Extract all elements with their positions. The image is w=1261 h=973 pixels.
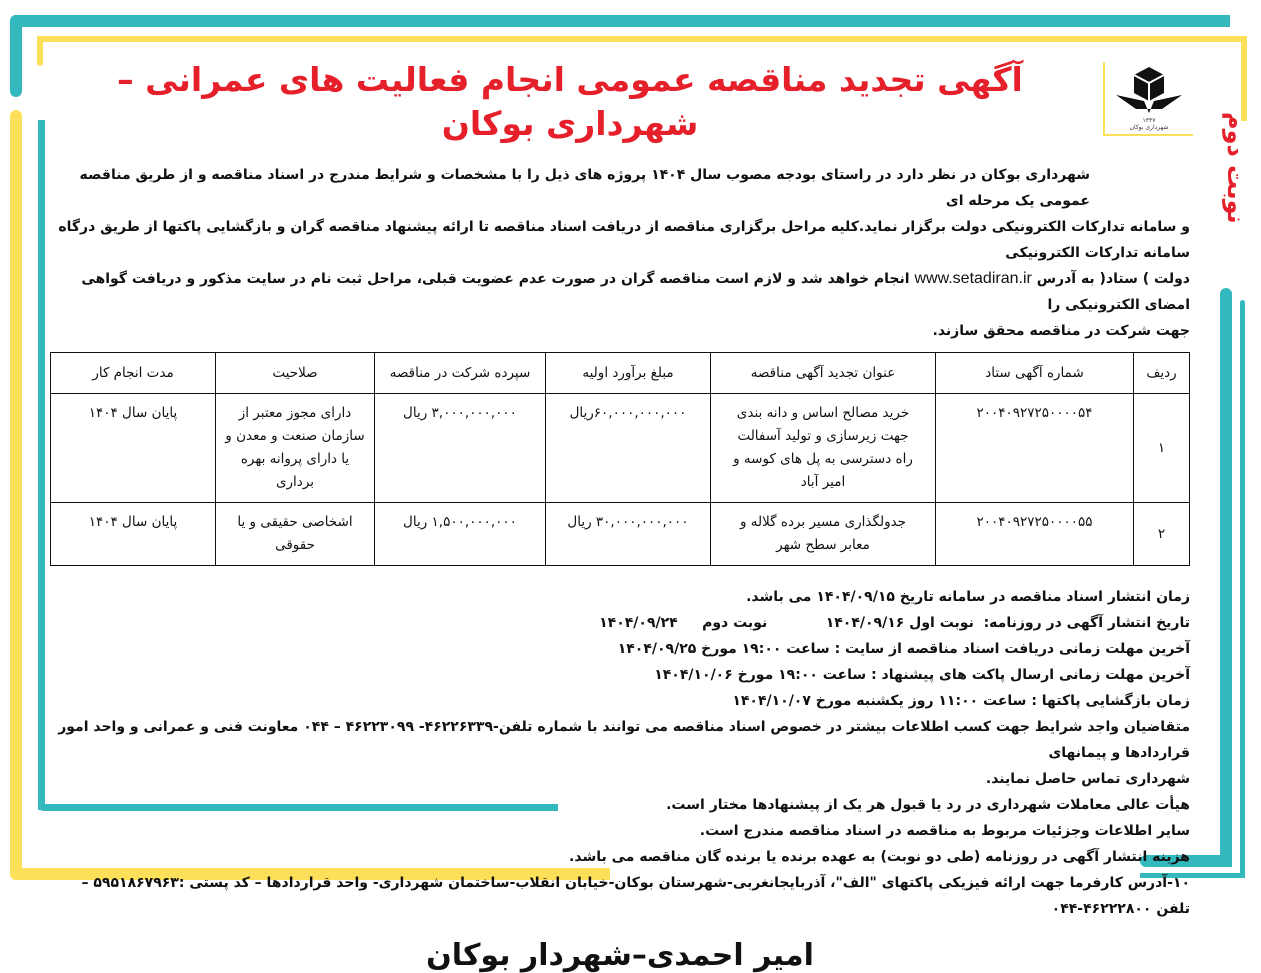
cell-deposit: ۱,۵۰۰,۰۰۰,۰۰۰ ریال bbox=[375, 503, 546, 566]
logo-year: ۱۳۳۷ bbox=[1142, 117, 1156, 124]
intro-line: جهت شرکت در مناقصه محقق سازند. bbox=[932, 323, 1190, 339]
note-cost: هزینه انتشار آگهی در روزنامه (طی دو نوبت) به عهده برنده یا برنده گان مناقصه می باشد. bbox=[569, 849, 1190, 865]
cell-qualification: دارای مجوز معتبر از سازمان صنعت و معدن و یا دارای پروانه بهره برداری bbox=[216, 394, 375, 503]
cell-row-number: ۱ bbox=[1134, 394, 1190, 503]
cell-title: جدولگذاری مسیر برده گلاله و معابر سطح شهر bbox=[711, 503, 936, 566]
intro-line: و سامانه تدارکات الکترونیکی دولت برگزار نماید.کلیه مراحل برگزاری مناقصه از دریافت اسناد مناقصه تا ارائه پیشنهاد مناقصه گران و بازگشایی پاکتها از طریق درگاه سامانه تدارکات الکترونیکی bbox=[58, 219, 1190, 261]
frame-left-teal-top bbox=[10, 15, 22, 97]
cell-duration: پایان سال ۱۴۰۴ bbox=[51, 394, 216, 503]
notice-body bbox=[50, 58, 1190, 973]
signature: امیر احمدی–شهردار بوکان bbox=[426, 938, 814, 973]
intro-paragraph bbox=[50, 162, 1190, 344]
setadiran-link[interactable]: www.setadiran.ir bbox=[914, 270, 1032, 287]
intro-line bbox=[50, 266, 1190, 318]
cell-notice-number: ۲۰۰۴۰۹۲۷۲۵۰۰۰۰۵۵ bbox=[936, 503, 1134, 566]
frame-left-yellow bbox=[10, 110, 22, 880]
frame-right-teal bbox=[1220, 288, 1232, 866]
frame-left-yellow-top bbox=[37, 36, 43, 66]
header-row-number: ردیف bbox=[1134, 353, 1190, 394]
note-address: ۱۰-آدرس کارفرما جهت ارائه فیزیکی پاکتهای "الف"، آذربایجانغربی-شهرستان بوکان-خیابان انقلاب-ساختمان شهرداری- واحد قراردادها – کد پستی :۵۹۵۱۸۶۷۹۶۳ – تلفن ۴۶۲۲۲۸۰۰-۰۴۴ bbox=[81, 875, 1190, 917]
table-row bbox=[51, 503, 1190, 566]
intro-text: دولت ) ستاد( به آدرس bbox=[1036, 271, 1190, 287]
cell-duration: پایان سال ۱۴۰۴ bbox=[51, 503, 216, 566]
frame-top-teal bbox=[10, 15, 1230, 27]
cell-deposit: ۳,۰۰۰,۰۰۰,۰۰۰ ریال bbox=[375, 394, 546, 503]
header-duration: مدت انجام کار bbox=[51, 353, 216, 394]
header-deposit: سپرده شرکت در مناقصه bbox=[375, 353, 546, 394]
page-title: آگهی تجدید مناقصه عمومی انجام فعالیت های عمرانی – شهرداری بوکان bbox=[117, 60, 1023, 143]
header-notice-number: شماره آگهی ستاد bbox=[936, 353, 1134, 394]
note-committee: هیأت عالی معاملات شهرداری در رد یا قبول هر یک از پیشنهادها مختار است. bbox=[666, 797, 1190, 813]
note-newspaper-dates: تاریخ انتشار آگهی در روزنامه: نوبت اول ۱۴۰۴/۰۹/۱۶ نوبت دوم ۱۴۰۴/۰۹/۲۴ bbox=[599, 615, 1190, 631]
note-contact-cont: شهرداری تماس حاصل نمایند. bbox=[985, 771, 1190, 787]
note-publish-date: زمان انتشار اسناد مناقصه در سامانه تاریخ ۱۴۰۴/۰۹/۱۵ می باشد. bbox=[746, 589, 1190, 605]
second-publication-badge: نوبت دوم bbox=[1222, 112, 1250, 224]
note-opening-time: زمان بازگشایی پاکتها : ساعت ۱۱:۰۰ روز یکشنبه مورخ ۱۴۰۴/۱۰/۰۷ bbox=[732, 693, 1190, 709]
note-details: سایر اطلاعات وجزئیات مربوط به مناقصه در اسناد مناقصه مندرج است. bbox=[699, 823, 1190, 839]
note-contact: متقاضیان واجد شرایط جهت کسب اطلاعات بیشتر در خصوص اسناد مناقصه می توانند با شماره تلفن-۴۶۲۲۶۳۳۹- ۴۶۲۲۳۰۹۹ – ۰۴۴ معاونت فنی و عمرانی و واحد امور قراردادها و پیمانهای bbox=[58, 719, 1190, 761]
frame-right-teal-thin bbox=[1240, 300, 1245, 878]
tender-table bbox=[50, 352, 1190, 566]
intro-line: شهرداری بوکان در نظر دارد در راستای بودجه مصوب سال ۱۴۰۴ پروژه های ذیل را با مشخصات و شرایط مندرج در اسناد مناقصه و از طریق مناقصه عمومی یک مرحله ای bbox=[79, 167, 1090, 209]
cell-qualification: اشخاصی حقیقی و یا حقوقی bbox=[216, 503, 375, 566]
cell-estimate: ۶۰,۰۰۰,۰۰۰,۰۰۰ریال bbox=[546, 394, 711, 503]
notes-section bbox=[50, 584, 1190, 922]
header-title: عنوان تجدید آگهی مناقصه bbox=[711, 353, 936, 394]
note-submission-deadline: آخرین مهلت زمانی ارسال پاکت های پیشنهاد : ساعت ۱۹:۰۰ مورخ ۱۴۰۴/۱۰/۰۶ bbox=[654, 667, 1190, 683]
frame-top-yellow bbox=[37, 36, 1247, 42]
cell-estimate: ۳۰,۰۰۰,۰۰۰,۰۰۰ ریال bbox=[546, 503, 711, 566]
frame-left-teal bbox=[38, 120, 45, 810]
cell-notice-number: ۲۰۰۴۰۹۲۷۲۵۰۰۰۰۵۴ bbox=[936, 394, 1134, 503]
cell-row-number: ۲ bbox=[1134, 503, 1190, 566]
header-qualification: صلاحیت bbox=[216, 353, 375, 394]
intro-text: انجام خواهد شد و لازم است مناقصه گران در صورت عدم عضویت قبلی، مراحل ثبت نام در سایت مذکور و دریافت گواهی امضای الکترونیکی را bbox=[81, 271, 1190, 313]
note-document-deadline: آخرین مهلت زمانی دریافت اسناد مناقصه از سایت : ساعت ۱۹:۰۰ مورخ ۱۴۰۴/۰۹/۲۵ bbox=[617, 641, 1190, 657]
cell-title: خرید مصالح اساس و دانه بندی جهت زیرسازی و تولید آسفالت راه دسترسی به پل های کوسه و امیر آباد bbox=[711, 394, 936, 503]
table-row bbox=[51, 394, 1190, 503]
table-header-row bbox=[51, 353, 1190, 394]
header-estimate: مبلغ برآورد اولیه bbox=[546, 353, 711, 394]
logo-caption: شهرداری بوکان bbox=[1129, 124, 1169, 131]
